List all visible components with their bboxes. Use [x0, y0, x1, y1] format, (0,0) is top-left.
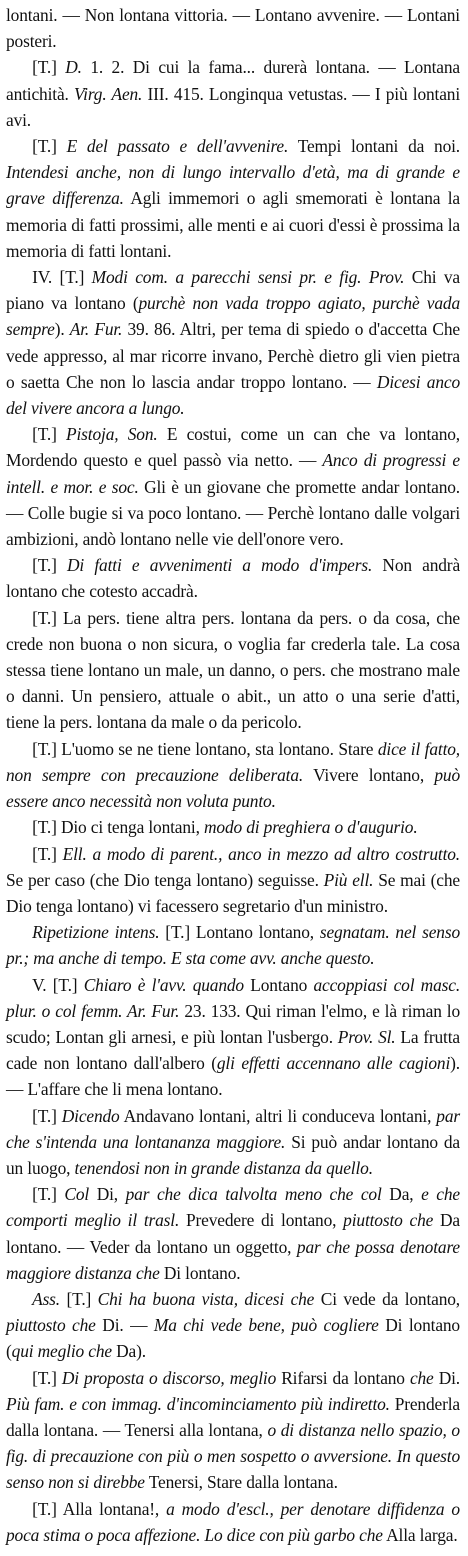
text-segment: Di, [89, 1184, 126, 1205]
italic-text: piuttosto che [343, 1210, 434, 1231]
text-segment: Di lontano ( [6, 1315, 460, 1362]
text-segment: [T.] [32, 136, 67, 157]
text-segment: [T.] [32, 555, 68, 576]
text-segment: V. [T.] [32, 974, 84, 995]
para-iv-modi [6, 264, 460, 421]
text-segment: lontani. — Non lontana vittoria. — Lontano avvenire. — Lontani posteri. [6, 5, 460, 52]
text-column [6, 2, 460, 1548]
italic-text: Ass. [32, 1288, 60, 1309]
italic-text: par che possa denotare maggiore distanza che [6, 1236, 460, 1283]
text-segment: ). [54, 319, 70, 340]
para-d-1-2 [6, 54, 460, 133]
text-segment: [T.] La pers. tiene altra pers. lontana da pers. o da cosa, che crede non buona o non sicura, o voglia far crederla tale. La cosa stessa tiene lontano un male, un danno, o pers. che mostrano male o danni. Un pensiero, attuale o abit., un atto o una serie d'atti, tiene la pers. lontana da male o da pericolo. [6, 607, 460, 733]
para-ell-parent [6, 841, 460, 920]
text-segment: [T.] [32, 424, 67, 445]
text-segment: Lontano [243, 974, 314, 995]
text-segment: Alla larga. [382, 1524, 458, 1545]
text-segment: III. 415. Longinqua vetustas. — I più lontani avi. [6, 83, 461, 130]
text-segment: Prevedere di lontano, [179, 1210, 344, 1231]
para-pers-tiene [6, 605, 460, 736]
italic-text: Ripetizione intens. [32, 922, 160, 943]
italic-text: D. [65, 57, 82, 78]
text-segment: Di lontano. [159, 1262, 241, 1283]
italic-text: o di distanza nello spazio, o fig. di precauzione con più o men sospetto o avversione. In questo senso non si direbbe [6, 1419, 460, 1493]
text-segment: ). — L'affare che li mena lontano. [6, 1053, 460, 1100]
italic-text: Prov. Sl. [337, 1026, 396, 1047]
italic-text: segnatam. nel senso pr.; ma anche di tempo. E sta come avv. anche questo. [6, 922, 460, 969]
para-pistoja [6, 421, 460, 552]
text-segment: [T.] L'uomo se ne tiene lontano, sta lontano. Stare [32, 738, 378, 759]
italic-text: Virg. Aen. [73, 83, 143, 104]
text-segment: Di. — [95, 1315, 154, 1336]
italic-text: Più fam. e con immag. d'incominciamento più indiretto. [6, 1393, 390, 1414]
italic-text: par che s'intenda una lontananza maggiore. [6, 1105, 460, 1152]
italic-text: Col [64, 1184, 90, 1205]
para-alla-lontana [6, 1496, 460, 1548]
italic-text: par che dica talvolta meno che col [125, 1184, 382, 1205]
text-segment: Chi va piano va lontano ( [6, 267, 460, 314]
text-segment: 23. 133. Qui riman l'elmo, e là riman lo scudo; Lontan gli arnesi, e più lontan l'usbergo. [6, 1000, 460, 1047]
text-segment: [T.] [32, 1367, 62, 1388]
italic-text: Di fatti e avvenimenti a modo d'impers. [67, 555, 373, 576]
italic-text: può essere anco necessità non voluta punto. [6, 764, 460, 812]
italic-text: Più ell. [323, 869, 374, 890]
para-ripetizione [6, 919, 460, 971]
text-segment: Gli è un giovane che promette andar lontano. — Colle bugie si va poco lontano. — Perchè lontano dalle volgari ambizioni, andò lontano nelle vie dell'onore vero. [6, 476, 460, 550]
para-lontani-posteri [6, 2, 460, 54]
para-di-proposta [6, 1365, 460, 1496]
italic-text: gli effetti accennano alle cagioni [216, 1053, 451, 1074]
italic-text: dice il fatto, non sempre con precauzione deliberata. [6, 738, 460, 785]
italic-text: Anco di progressi e intell. e mor. e soc. [6, 450, 460, 497]
text-segment: Da, [381, 1184, 422, 1205]
text-segment: 39. 86. Altri, per tema di spiedo o d'accetta Che vede appresso, al mar ricorre invano, Perchè dietro gli vien pietra o saetta Che non lo lascia andar troppo lontano. — [6, 319, 460, 392]
italic-text: Chi ha buona vista, dicesi che [97, 1288, 315, 1309]
italic-text: E del passato e dell'avvenire. [66, 136, 289, 157]
italic-text: purchè non vada troppo agiato, purchè vada sempre [6, 293, 460, 340]
text-segment: [T.] [32, 843, 63, 864]
text-segment: Ci vede da lontano, [314, 1288, 461, 1309]
text-segment: Tempi lontani da noi. [288, 136, 461, 157]
text-segment: Di. [433, 1367, 460, 1388]
para-uomo-tiene [6, 736, 460, 815]
text-segment: [T.] Alla lontana!, [32, 1498, 167, 1519]
text-segment: Se mai (che Dio tenga lontano) vi facessero segretario d'un ministro. [6, 869, 460, 916]
italic-text: Modi com. a parecchi sensi pr. e fig. Prov. [91, 267, 405, 288]
italic-text: che [409, 1367, 434, 1388]
text-segment: Da lontano. — Veder da lontano un oggetto, [6, 1210, 460, 1257]
text-segment: [T.] [32, 1184, 65, 1205]
text-segment: Non andrà lontano che cotesto accadrà. [6, 555, 461, 602]
italic-text: tenendosi non in grande distanza da quello. [74, 1157, 373, 1178]
italic-text: e che comporti meglio il trasl. [6, 1184, 460, 1231]
text-segment: [T.] Lontano lontano, [159, 922, 320, 943]
text-segment: Andavano lontani, altri li conduceva lontani, [119, 1105, 437, 1126]
text-segment: Da). [111, 1341, 146, 1362]
italic-text: Intendesi anche, non di lungo intervallo d'età, ma di grande e grave differenza. [6, 162, 460, 209]
italic-text: piuttosto che [6, 1315, 96, 1336]
italic-text: Dicesi anco del vivere ancora a lungo. [6, 371, 461, 419]
text-segment: 1. 2. Di cui la fama... durerà lontana. — Lontana antichità. [6, 57, 460, 104]
para-passato-avvenire [6, 133, 460, 264]
text-segment: Rifarsi da lontano [276, 1367, 410, 1388]
italic-text: accoppiasi col masc. plur. o col femm. Ar. Fur. [6, 974, 461, 1021]
para-col-di [6, 1181, 460, 1286]
text-segment: La frutta cade non lontano dall'albero ( [6, 1026, 460, 1074]
text-segment: IV. [T.] [32, 267, 92, 288]
text-segment: [T.] Dio ci tenga lontani, [32, 817, 204, 838]
italic-text: a modo d'escl., per denotare diffidenza o poca stima o poca affezione. Lo dice con più garbo che [6, 1498, 460, 1545]
text-segment: [T.] [32, 57, 66, 78]
text-segment: Vivere lontano, [303, 764, 435, 785]
text-segment: Si può andar lontano da un luogo, [6, 1131, 460, 1178]
italic-text: Di proposta o discorso, meglio [61, 1367, 277, 1388]
text-segment: Agli immemori o agli smemorati è lontana la memoria di fatti prossimi, alle menti e ai cuori d'essi è prossima la memoria di fatti lontani. [6, 188, 460, 261]
text-segment: E costui, come un can che va lontano, Mordendo questo e quel passò via netto. — [6, 424, 460, 471]
italic-text: Chiaro è l'avv. quando [83, 974, 244, 995]
text-segment: [T.] [32, 1105, 62, 1126]
text-segment: Se per caso (che Dio tenga lontano) seguisse. [6, 869, 324, 890]
text-segment: Prenderla dalla lontana. — Tenersi alla lontana, [6, 1393, 460, 1440]
para-ass-buona-vista [6, 1286, 460, 1365]
text-segment: Tenersi, Stare dalla lontana. [144, 1472, 338, 1493]
para-v-chiaro [6, 972, 460, 1103]
para-fatti-avvenimenti [6, 552, 460, 604]
italic-text: Ma chi vede bene, può cogliere [153, 1315, 379, 1336]
italic-text: modo di preghiera o d'augurio. [204, 817, 418, 838]
para-dio-tenga [6, 814, 460, 840]
para-dicendo-andavano [6, 1103, 460, 1182]
text-segment: [T.] [60, 1288, 98, 1309]
italic-text: Ar. Fur. [69, 319, 123, 340]
italic-text: Ell. a modo di parent., anco in mezzo ad altro costrutto. [62, 843, 460, 864]
italic-text: Dicendo [61, 1105, 120, 1126]
italic-text: Pistoja, Son. [66, 424, 158, 445]
italic-text: qui meglio che [11, 1341, 112, 1362]
